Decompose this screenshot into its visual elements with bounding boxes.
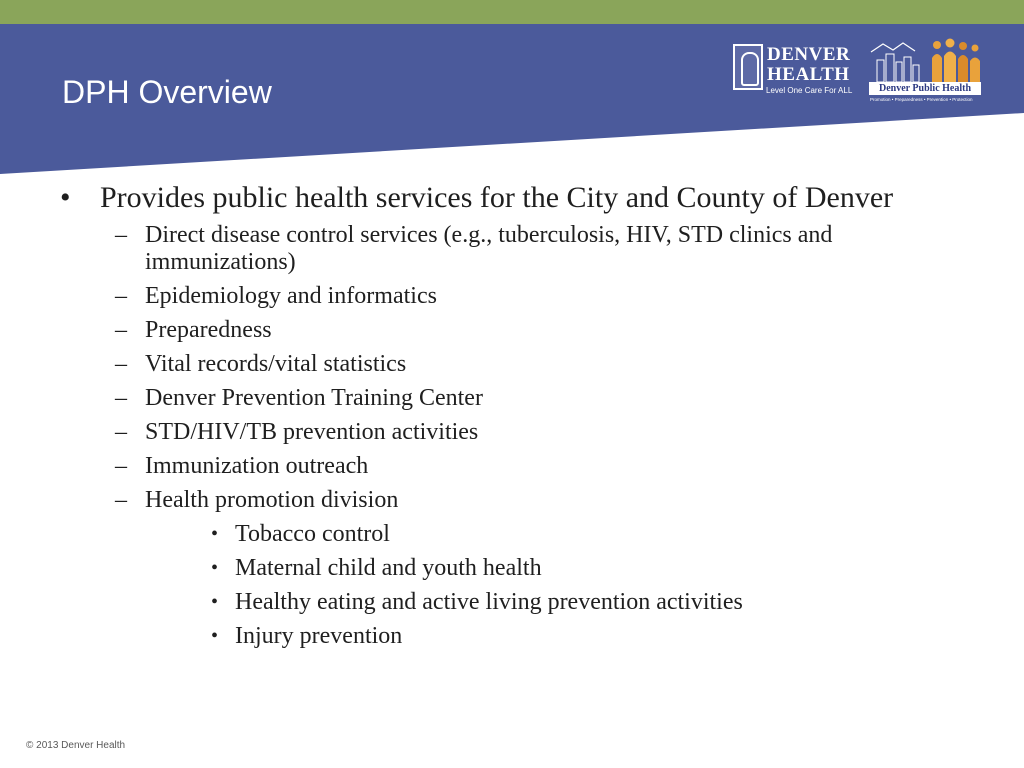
denver-public-health-tagline: Promotion • Preparedness • Prevention • Protection: [870, 97, 973, 102]
service-item-text: Health promotion division: [145, 487, 399, 513]
health-promotion-item-text: Maternal child and youth health: [235, 555, 542, 581]
service-item-text: Immunization outreach: [145, 453, 369, 479]
denver-public-health-name: Denver Public Health: [869, 82, 981, 95]
dash-marker: –: [115, 317, 127, 343]
bullet-marker: •: [211, 557, 219, 579]
bullet-main-text: Provides public health services for the City and County of Denver: [100, 181, 894, 214]
dash-marker: –: [115, 453, 127, 479]
dash-marker: –: [115, 222, 127, 248]
service-item-health-promotion: [100, 487, 960, 650]
health-promotion-item: [145, 521, 960, 548]
service-item: [100, 419, 960, 446]
slide-title: DPH Overview: [62, 74, 272, 110]
bullet-main: [60, 182, 960, 650]
bullet-marker: •: [211, 523, 219, 545]
service-item-text: Epidemiology and informatics: [145, 283, 437, 309]
bullet-marker: •: [211, 625, 219, 647]
service-item: [100, 317, 960, 344]
health-promotion-item-text: Tobacco control: [235, 521, 390, 547]
denver-public-health-logo: [869, 38, 985, 106]
service-item-text: Denver Prevention Training Center: [145, 385, 483, 411]
denver-health-logo-line2: HEALTH: [767, 64, 850, 85]
denver-health-logo: [733, 44, 853, 96]
service-item: [100, 351, 960, 378]
footer-copyright: © 2013 Denver Health: [26, 740, 126, 751]
bullet-marker: •: [211, 591, 219, 613]
service-item-text: STD/HIV/TB prevention activities: [145, 419, 479, 445]
dash-marker: –: [115, 487, 127, 513]
service-item: [100, 283, 960, 310]
content-list: [60, 182, 960, 650]
health-promotion-item: [145, 589, 960, 616]
dash-marker: –: [115, 283, 127, 309]
service-item-text: Direct disease control services (e.g., tuberculosis, HIV, STD clinics and immunizations): [145, 222, 833, 275]
health-promotion-item-text: Injury prevention: [235, 623, 403, 649]
service-item: [100, 453, 960, 480]
bullet-marker: •: [60, 181, 71, 214]
dash-marker: –: [115, 385, 127, 411]
skyline-people-icon: [869, 38, 985, 84]
health-promotion-item: [145, 623, 960, 650]
service-item-text: Vital records/vital statistics: [145, 351, 407, 377]
health-promotion-list: [145, 521, 960, 650]
denver-health-emblem-icon: [733, 44, 763, 90]
top-accent-stripe: [0, 0, 1024, 24]
service-item-text: Preparedness: [145, 317, 272, 343]
services-list: [100, 222, 960, 650]
health-promotion-item-text: Healthy eating and active living prevention activities: [235, 589, 743, 615]
denver-health-tagline: Level One Care For ALL: [766, 86, 853, 95]
service-item: [100, 222, 960, 276]
dash-marker: –: [115, 351, 127, 377]
dash-marker: –: [115, 419, 127, 445]
service-item: [100, 385, 960, 412]
denver-health-logo-line1: DENVER: [767, 44, 851, 65]
health-promotion-item: [145, 555, 960, 582]
